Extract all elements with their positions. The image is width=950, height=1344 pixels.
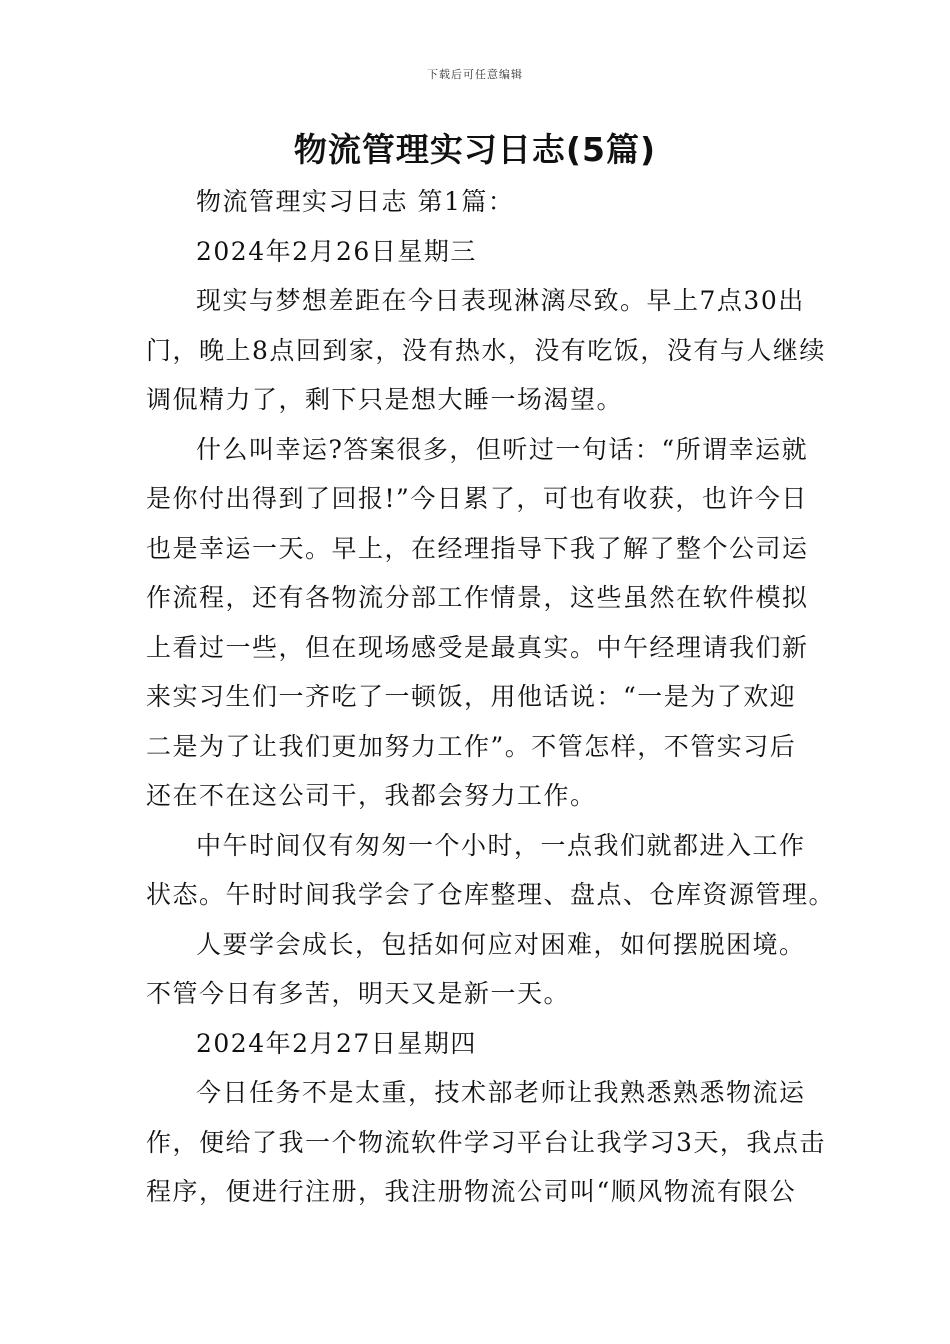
paragraph-line: 人要学会成长，包括如何应对困难，如何摆脱困境。 xyxy=(196,929,806,959)
document-title: 物流管理实习日志(5篇) xyxy=(293,130,657,169)
page-header-note: 下载后可任意编辑 xyxy=(427,68,523,81)
paragraph-5 xyxy=(146,1068,826,1217)
paragraph-line: 门，晚上8点回到家，没有热水，没有吃饭，没有与人继续 xyxy=(146,335,826,365)
paragraph-line: 今日任务不是太重，技术部老师让我熟悉熟悉物流运 xyxy=(196,1078,806,1107)
paragraph-line: 上看过一些，但在现场感受是最真实。中午经理请我们新 xyxy=(146,632,809,662)
paragraph-line: 现实与梦想差距在今日表现淋漓尽致。早上7点30出 xyxy=(196,286,805,315)
paragraph-1 xyxy=(146,276,826,425)
entry-date: 2024年2月26日星期三 xyxy=(196,236,477,266)
paragraph-line: 也是幸运一天。早上，在经理指导下我了解了整个公司运 xyxy=(146,533,809,563)
paragraph-line: 还在不在这公司干，我都会努力工作。 xyxy=(146,781,597,810)
paragraph-line: 状态。午时时间我学会了仓库整理、盘点、仓库资源管理。 xyxy=(146,880,836,909)
section-heading: 物流管理实习日志 第1篇： xyxy=(196,187,515,216)
entry-date: 2024年2月27日星期四 xyxy=(196,1028,477,1058)
paragraph-3 xyxy=(146,821,836,920)
paragraph-line: 是你付出得到了回报!”今日累了，可也有收获，也许今日 xyxy=(146,484,808,513)
paragraph-line: 中午时间仅有匆匆一个小时，一点我们就都进入工作 xyxy=(196,830,806,860)
paragraph-2 xyxy=(146,425,809,821)
paragraph-4 xyxy=(146,920,806,1019)
paragraph-line: 不管今日有多苦，明天又是新一天。 xyxy=(146,979,571,1008)
paragraph-line: 什么叫幸运?答案很多，但听过一句话：“所谓幸运就 xyxy=(196,434,809,464)
paragraph-line: 来实习生们一齐吃了一顿饭，用他话说：“一是为了欢迎 xyxy=(146,682,797,711)
paragraph-line: 作，便给了我一个物流软件学习平台让我学习3天，我点击 xyxy=(146,1127,826,1157)
paragraph-line: 作流程，还有各物流分部工作情景，这些虽然在软件模拟 xyxy=(146,583,809,612)
paragraph-line: 调侃精力了，剩下只是想大睡一场渴望。 xyxy=(146,385,624,414)
document-body xyxy=(146,177,836,1217)
paragraph-line: 程序，便进行注册，我注册物流公司叫“顺风物流有限公 xyxy=(146,1177,797,1206)
paragraph-line: 二是为了让我们更加努力工作”。不管怎样，不管实习后 xyxy=(146,731,797,761)
